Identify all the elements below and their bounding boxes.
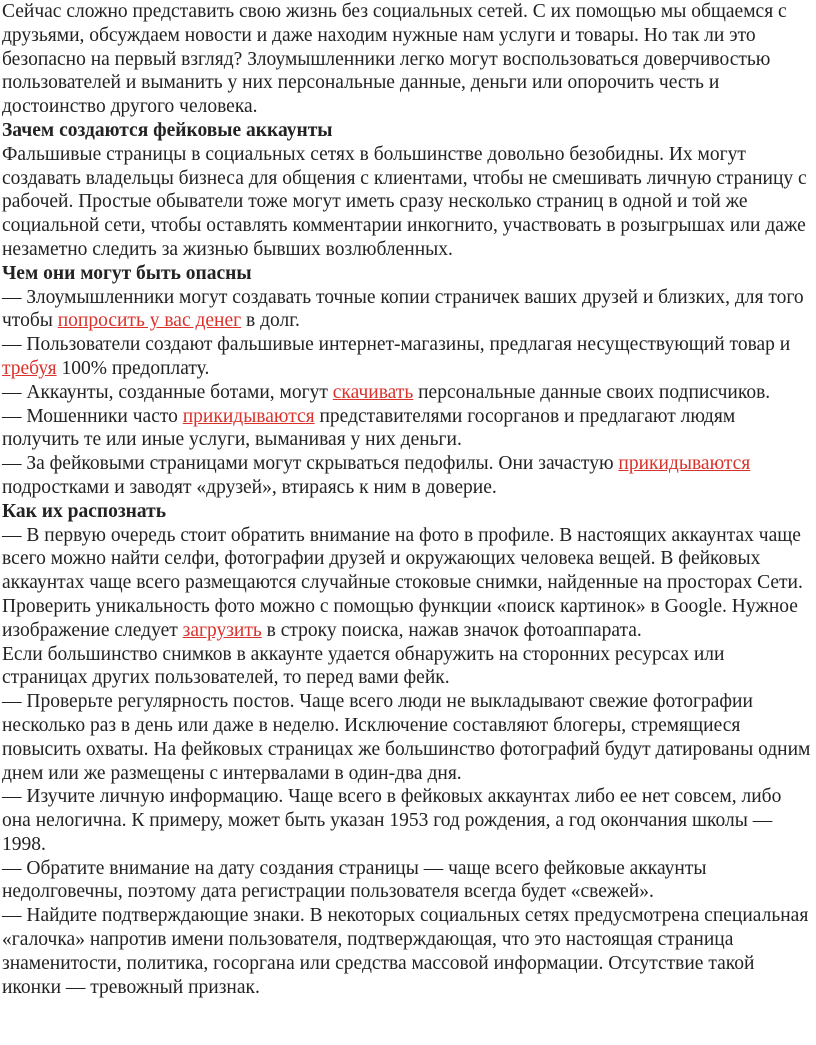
heading-recognize: Как их распознать: [2, 500, 167, 522]
photo-check-paragraph: — В первую очередь стоит обратить внимание на фото в профиле. В настоящих аккаунтах чаще всего можно найти селфи, фотографии друзей и окружающих человека вещей. В фейковых аккаунтах чаще всего размещаются случайные стоковые снимки, найденные на просторах Сети. Проверить уникальность фото можно с помощью функции «поиск картинок» в Google. Нужное изображение следует загрузить в строку поиска, нажав значок фотоаппарата.: [2, 524, 803, 641]
recognize-paragraph: — Проверьте регулярность постов. Чаще всего люди не выкладывают свежие фотографии несколько раз в день или даже в неделю. Исключение составляют блогеры, стремящиеся повысить охваты. На фейковых страницах же большинство фотографий будут датированы одним днем или же размещены с интервалами в один-два дня.: [2, 691, 811, 784]
link-demanding[interactable]: требуя: [2, 357, 57, 379]
link-upload[interactable]: загрузить: [182, 619, 262, 641]
danger-item: — Мошенники часто прикидываются представителями госорганов и предлагают людям получить те или иные услуги, выманивая у них деньги.: [2, 405, 736, 451]
danger-item: — За фейковыми страницами могут скрываться педофилы. Они зачастую прикидываются подростками и заводят «друзей», втираясь к ним в доверие.: [2, 453, 751, 498]
link-ask-money[interactable]: попросить у вас денег: [57, 310, 242, 332]
recognize-paragraph: Если большинство снимков в аккаунте удается обнаружить на сторонних ресурсах или страницах других пользователей, то перед вами фейк.: [2, 643, 725, 689]
why-paragraph: Фальшивые страницы в социальных сетях в большинстве довольно безобидны. Их могут создавать владельцы бизнеса для общения с клиентами, чтобы не смешивать личную страницу с рабочей. Простые обыватели тоже могут иметь сразу несколько страниц в одной и той же социальной сети, чтобы оставлять комментарии инкогнито, участвовать в розыгрышах или даже незаметно следить за жизнью бывших возлюбленных.: [2, 143, 807, 260]
danger-item: — Аккаунты, созданные ботами, могут скачивать персональные данные своих подписчиков.: [2, 381, 771, 403]
recognize-paragraph: — Изучите личную информацию. Чаще всего в фейковых аккаунтах либо ее нет совсем, либо она нелогична. К примеру, может быть указан 1953 год рождения, а год окончания школы — 1998.: [2, 786, 782, 855]
heading-dangers: Чем они могут быть опасны: [2, 262, 252, 284]
recognize-paragraph: — Обратите внимание на дату создания страницы — чаще всего фейковые аккаунты недолговечны, поэтому дата регистрации пользователя всегда будет «свежей».: [2, 857, 707, 903]
link-pretend-officials[interactable]: прикидываются: [182, 405, 315, 427]
intro-paragraph: Сейчас сложно представить свою жизнь без социальных сетей. С их помощью мы общаемся с друзьями, обсуждаем новости и даже находим нужные нам услуги и товары. Но так ли это безопасно на первый взгляд? Злоумышленники легко могут воспользоваться доверчивостью пользователей и выманить у них персональные данные, деньги или опорочить честь и достоинство другого человека.: [2, 1, 787, 118]
link-download[interactable]: скачивать: [332, 381, 414, 403]
recognize-paragraph: — Найдите подтверждающие знаки. В некоторых социальных сетях предусмотрена специальная «галочка» напротив имени пользователя, подтверждающая, что это настоящая страница знаменитости, политика, госоргана или средства массовой информации. Отсутствие такой иконки — тревожный признак.: [2, 905, 809, 998]
heading-why-fake-accounts: Зачем создаются фейковые аккаунты: [2, 119, 333, 141]
link-pretend-teens[interactable]: прикидываются: [618, 453, 751, 475]
danger-item: — Злоумышленники могут создавать точные копии страничек ваших друзей и близких, для того чтобы попросить у вас денег в долг.: [2, 286, 804, 332]
danger-item: — Пользователи создают фальшивые интернет-магазины, предлагая несуществующий товар и требуя 100% предоплату.: [2, 334, 791, 379]
